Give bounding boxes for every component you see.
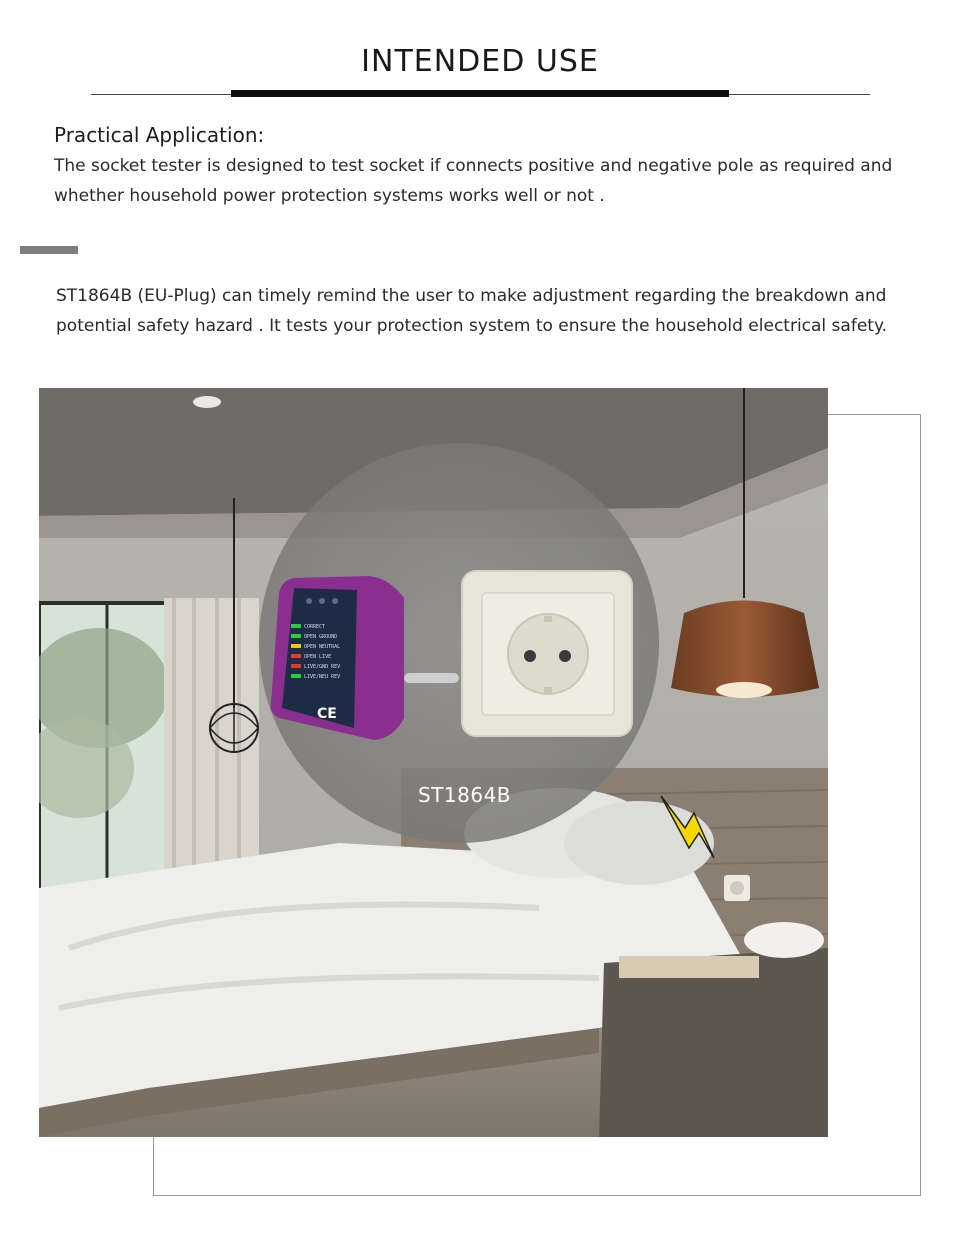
heading-underline-bar (231, 90, 729, 97)
svg-text:OPEN GROUND: OPEN GROUND (304, 634, 338, 640)
practical-application-title: Practical Application: (54, 123, 265, 147)
svg-text:CORRECT: CORRECT (304, 624, 326, 630)
bedroom-photo (39, 388, 828, 1137)
page-heading: INTENDED USE (361, 44, 599, 79)
ce-badge: CE (317, 706, 337, 722)
section-marker-bar (20, 246, 78, 254)
svg-text:OPEN LIVE: OPEN LIVE (304, 654, 332, 660)
svg-text:LIVE/GND REV: LIVE/GND REV (304, 664, 341, 670)
svg-text:LIVE/NEU REV: LIVE/NEU REV (304, 674, 341, 680)
plug-pin (404, 673, 459, 683)
model-label: ST1864B (418, 783, 512, 807)
svg-text:OPEN NEUTRAL: OPEN NEUTRAL (304, 644, 341, 650)
product-description: ST1864B (EU-Plug) can timely remind the user to make adjustment regarding the breakdown and potential safety hazard . It tests your protection system to ensure the household electrical safety. (56, 286, 887, 336)
eu-wall-socket (462, 571, 632, 736)
practical-application-text: The socket tester is designed to test socket if connects positive and negative pole as required and whether household power protection systems works well or not . (54, 156, 893, 206)
